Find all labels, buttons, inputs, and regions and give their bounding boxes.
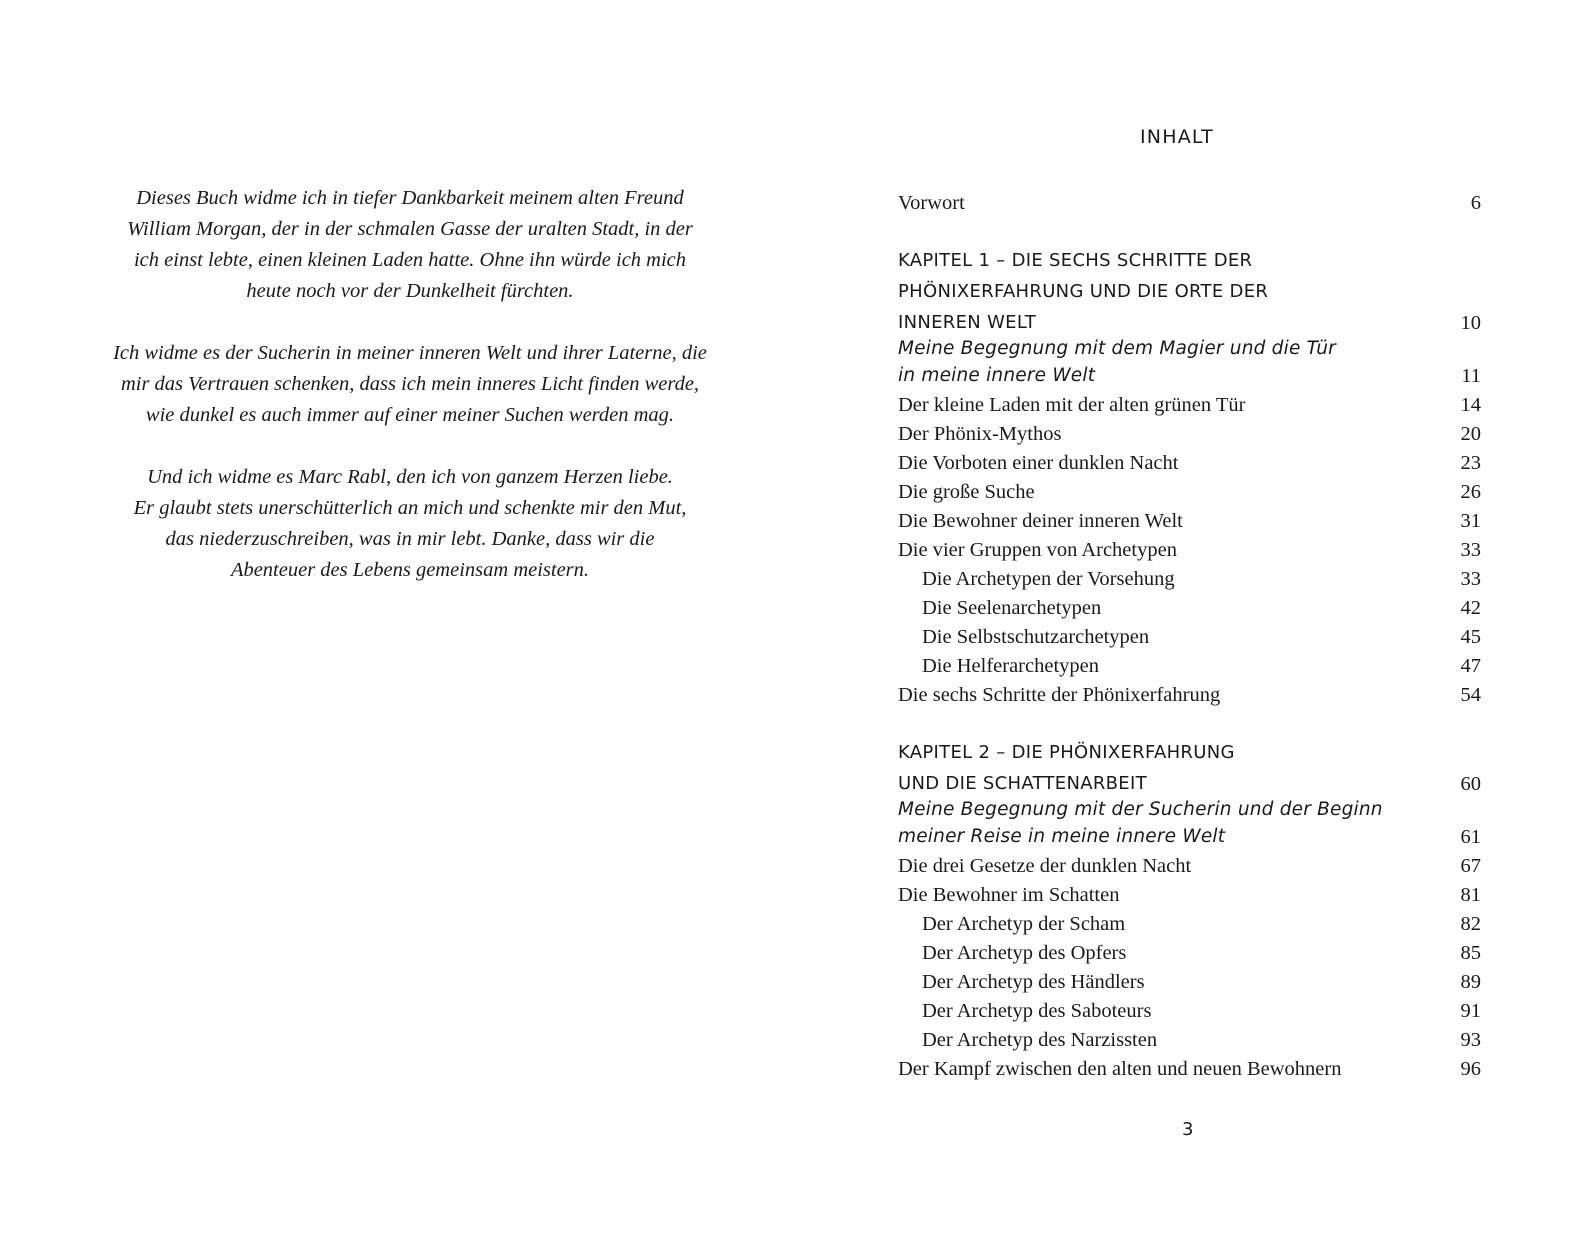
dedication-line: Abenteuer des Lebens gemeinsam meistern.: [230, 559, 590, 581]
toc-entry: [898, 506, 1481, 536]
toc-entry-label: Die vier Gruppen von Archetypen: [898, 539, 1177, 561]
toc-entry-label: Die Seelenarchetypen: [922, 597, 1102, 619]
toc-entry-label: Die Selbstschutzarchetypen: [922, 626, 1150, 648]
chapter-heading-line: UND DIE SCHATTENARBEIT: [898, 773, 1147, 794]
toc-entry-page: 31: [1460, 510, 1481, 532]
toc-entry-label: Der Archetyp des Saboteurs: [922, 1000, 1152, 1022]
toc-entry-label: Die Archetypen der Vorsehung: [922, 568, 1175, 590]
toc-entry: [898, 851, 1481, 881]
toc-entry-page: 81: [1460, 884, 1481, 906]
dedication-line: das niederzuschreiben, was in mir lebt. Danke, dass wir die: [165, 528, 655, 550]
toc-entry-label: Die große Suche: [898, 481, 1035, 503]
toc-entry-page: 45: [1460, 626, 1481, 648]
dedication-paragraph: [100, 338, 720, 431]
dedication: [100, 183, 720, 617]
chapter-heading-line: KAPITEL 1 – DIE SECHS SCHRITTE DER: [898, 250, 1253, 271]
toc-entry-page: 20: [1460, 423, 1481, 445]
dedication-line: mir das Vertrauen schenken, dass ich mein inneres Licht finden werde,: [120, 373, 700, 395]
chapter-heading-line: PHÖNIXERFAHRUNG UND DIE ORTE DER: [898, 281, 1269, 302]
dedication-line: Dieses Buch widme ich in tiefer Dankbarkeit meinem alten Freund: [136, 187, 684, 209]
chapter-2-story: [898, 822, 1481, 852]
page-number: 3: [1182, 1119, 1194, 1140]
toc-subentry: [898, 622, 1481, 652]
story-line: Meine Begegnung mit der Sucherin und der Beginn: [898, 799, 1383, 820]
toc-entry: [898, 477, 1481, 507]
toc-entry-page: 47: [1460, 655, 1481, 677]
toc-entry-page: 23: [1460, 452, 1481, 474]
toc-entry-label: Der Archetyp des Händlers: [922, 971, 1145, 993]
chapter-page: 60: [1460, 773, 1481, 795]
dedication-paragraph: [100, 183, 720, 307]
toc-subentry: [898, 938, 1481, 968]
toc-entry-page: 33: [1460, 568, 1481, 590]
toc-entry-label: Die Bewohner deiner inneren Welt: [898, 510, 1183, 532]
toc-entry-label: Der Phönix-Mythos: [898, 423, 1062, 445]
toc-subentry: [898, 564, 1481, 594]
dedication-paragraph: [100, 462, 720, 586]
toc-entry-page: 14: [1460, 394, 1481, 416]
toc-entry-page: 89: [1460, 971, 1481, 993]
toc-entry-label: Der Archetyp des Narzissten: [922, 1029, 1158, 1051]
chapter-2-story: [898, 795, 1481, 825]
toc-entry-label: Die sechs Schritte der Phönixerfahrung: [898, 684, 1221, 706]
toc-entry-label: Der Kampf zwischen den alten und neuen Bewohnern: [898, 1058, 1342, 1080]
toc-entry-page: 6: [1470, 192, 1481, 214]
toc-entry-label: Der kleine Laden mit der alten grünen Tür: [898, 394, 1246, 416]
toc-entry-label: Die Vorboten einer dunklen Nacht: [898, 452, 1179, 474]
story-line: in meine innere Welt: [898, 365, 1096, 386]
toc-entry-page: 91: [1460, 1000, 1481, 1022]
toc-entry: [898, 680, 1481, 710]
toc-subentry: [898, 909, 1481, 939]
toc-entry: [898, 535, 1481, 565]
toc-entry: [898, 880, 1481, 910]
story-line: Meine Begegnung mit dem Magier und die Tür: [898, 338, 1336, 359]
story-line: meiner Reise in meine innere Welt: [898, 826, 1226, 847]
chapter-1-heading: [898, 277, 1481, 307]
chapter-heading-line: KAPITEL 2 – DIE PHÖNIXERFAHRUNG: [898, 742, 1235, 763]
toc-entry-label: Der Archetyp der Scham: [922, 913, 1126, 935]
toc-entry-vorwort: [898, 188, 1481, 218]
toc-entry-page: 42: [1460, 597, 1481, 619]
toc-entry: [898, 1054, 1481, 1084]
toc-entry: [898, 390, 1481, 420]
dedication-line: Ich widme es der Sucherin in meiner inneren Welt und ihrer Laterne, die: [113, 342, 707, 364]
chapter-heading-line: INNEREN WELT: [898, 312, 1036, 333]
toc-entry-label: Die Helferarchetypen: [922, 655, 1099, 677]
dedication-line: Er glaubt stets unerschütterlich an mich und schenkte mir den Mut,: [133, 497, 687, 519]
toc-entry-label: Der Archetyp des Opfers: [922, 942, 1127, 964]
dedication-line: heute noch vor der Dunkelheit fürchten.: [246, 280, 574, 302]
toc-entry-page: 54: [1460, 684, 1481, 706]
toc-entry-page: 26: [1460, 481, 1481, 503]
dedication-line: wie dunkel es auch immer auf einer meiner Suchen werden mag.: [145, 404, 675, 426]
toc-subentry: [898, 996, 1481, 1026]
toc-entry-label: Die drei Gesetze der dunklen Nacht: [898, 855, 1192, 877]
story-page: 61: [1460, 826, 1481, 848]
toc-entry-page: 67: [1460, 855, 1481, 877]
toc-entry-label: Die Bewohner im Schatten: [898, 884, 1120, 906]
toc-subentry: [898, 593, 1481, 623]
toc-subentry: [898, 1025, 1481, 1055]
toc-title: INHALT: [1140, 126, 1214, 148]
toc-entry-label: Vorwort: [898, 192, 965, 214]
chapter-page: 10: [1460, 312, 1481, 334]
toc-entry-page: 85: [1460, 942, 1481, 964]
toc-entry-page: 82: [1460, 913, 1481, 935]
dedication-line: Und ich widme es Marc Rabl, den ich von ganzem Herzen liebe.: [147, 466, 673, 488]
toc-subentry: [898, 967, 1481, 997]
toc-entry-page: 96: [1460, 1058, 1481, 1080]
toc-entry: [898, 448, 1481, 478]
dedication-line: William Morgan, der in der schmalen Gasse der uralten Stadt, in der: [127, 218, 693, 240]
story-page: 11: [1461, 365, 1481, 387]
toc-entry-page: 33: [1460, 539, 1481, 561]
chapter-2-heading: [898, 738, 1481, 768]
toc-subentry: [898, 651, 1481, 681]
toc-entry: [898, 419, 1481, 449]
chapter-1-heading: [898, 246, 1481, 276]
chapter-1-story: [898, 334, 1481, 364]
toc-entry-page: 93: [1460, 1029, 1481, 1051]
dedication-line: ich einst lebte, einen kleinen Laden hatte. Ohne ihn würde ich mich: [133, 249, 687, 271]
chapter-1-story: [898, 361, 1481, 391]
